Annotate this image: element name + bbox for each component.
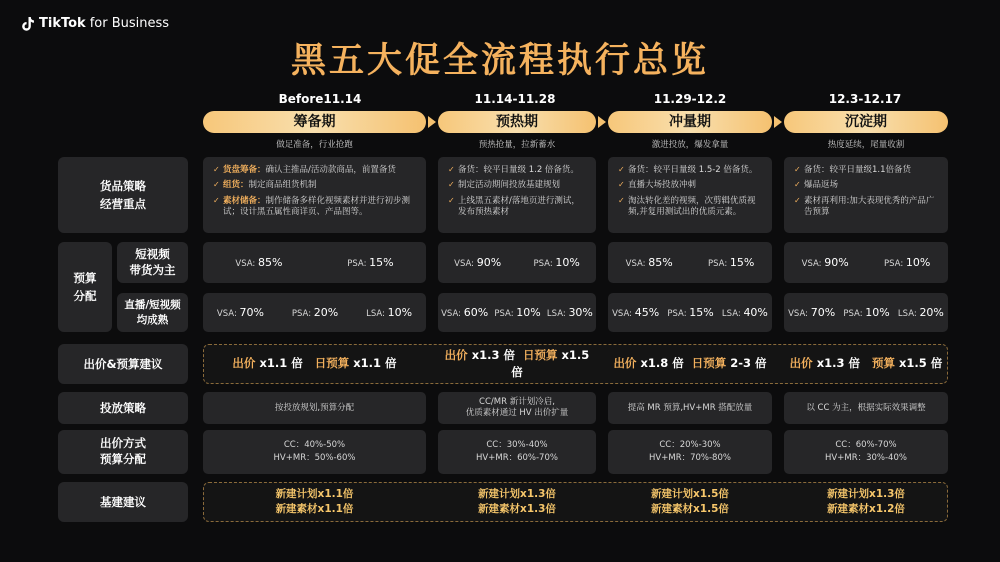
budget-value: PSA: 10%	[883, 256, 931, 269]
budget-value: VSA: 90%	[454, 256, 502, 269]
budget-value: VSA: 45%	[612, 306, 660, 319]
budget-value: PSA: 20%	[291, 306, 339, 319]
phase-date-warmup: 11.14-11.28	[474, 92, 556, 106]
budget-value: VSA: 60%	[441, 306, 489, 319]
strategy-cell-peak	[608, 157, 772, 233]
budget-short-peak	[608, 242, 772, 283]
budget-value: VSA: 70%	[788, 306, 836, 319]
budget-value: PSA: 15%	[667, 306, 714, 319]
infra-cell-peak: 新建计划x1.5倍 新建素材x1.5倍	[651, 487, 729, 515]
bid-method-cell-settle: CC：60%-70% HV+MR：30%-40%	[784, 430, 948, 474]
bid-cell-peak: 出价 x1.8 倍 日预算 2-3 倍	[613, 356, 767, 371]
row-label-strategy	[58, 157, 188, 233]
budget-live-prep	[203, 293, 426, 332]
row-label-strategy-line1: 货品策略	[100, 178, 146, 193]
list-item: ✓ 爆品返场	[794, 180, 940, 191]
row-label-delivery: 投放策略	[58, 392, 188, 424]
phase-settle: 沉淀期	[784, 111, 948, 133]
row-label-bid-method-line1: 出价方式	[100, 436, 146, 451]
row-label-bid-method-line2: 预算分配	[100, 452, 146, 466]
bid-cell-warmup: 出价 x1.3 倍 日预算 x1.5 倍	[444, 347, 590, 379]
bid-cell-settle: 出价 x1.3 倍 预算 x1.5 倍	[789, 356, 943, 371]
phase-prep: 筹备期	[203, 111, 426, 133]
list-item: ✓ 上线黑五素材/落地页进行测试，发布预热素材	[448, 196, 588, 219]
phase-date-settle: 12.3-12.17	[828, 92, 902, 106]
arrow-right-icon	[774, 116, 782, 128]
budget-live-settle	[784, 293, 948, 332]
delivery-cell-peak: 提高 MR 预算,HV+MR 搭配放量	[608, 392, 772, 424]
budget-value: LSA: 10%	[366, 306, 413, 319]
tiktok-note-icon	[22, 17, 35, 31]
row-label-short-video	[117, 242, 188, 283]
list-item: ✓ 直播大场投放冲刺	[618, 180, 764, 191]
phase-sub-prep: 做足准备，行业抢跑	[276, 140, 353, 150]
budget-short-settle	[784, 242, 948, 283]
list-item: ✓ 货盘筹备：确认主推品/活动款商品，前置备货	[213, 165, 418, 176]
phase-sub-warmup: 预热抢量，拉新蓄水	[478, 140, 556, 150]
list-item: ✓ 备货：较平日量级 1.5-2 倍备货。	[618, 165, 764, 176]
budget-value: PSA: 10%	[494, 306, 541, 319]
bid-method-cell-prep: CC：40%-50% HV+MR：50%-60%	[203, 430, 426, 474]
delivery-cell-prep: 按投放规划,预算分配	[203, 392, 426, 424]
infra-cell-settle: 新建计划x1.3倍 新建素材x1.2倍	[827, 487, 905, 515]
budget-value: LSA: 30%	[546, 306, 593, 319]
list-item: ✓ 备货：较平日量级1.1倍备货	[794, 165, 940, 176]
row-label-short-video-line1: 短视频	[135, 246, 170, 261]
phase-sub-settle: 热度延续，尾量收割	[827, 140, 905, 150]
bid-method-cell-peak: CC：20%-30% HV+MR：70%-80%	[608, 430, 772, 474]
infra-cell-warmup: 新建计划x1.3倍 新建素材x1.3倍	[478, 487, 556, 515]
row-label-infra: 基建建议	[58, 482, 188, 522]
brand-suffix: for Business	[89, 16, 170, 31]
row-label-live-line1: 直播/短视频	[124, 299, 181, 312]
bid-method-cell-warmup: CC：30%-40% HV+MR：60%-70%	[438, 430, 596, 474]
infra-cell-prep: 新建计划x1.1倍 新建素材x1.1倍	[275, 487, 354, 515]
list-item: ✓ 组货：制定商品组货机制	[213, 180, 418, 191]
list-item: ✓ 制定活动期间投放基建规划	[448, 180, 588, 191]
list-item: ✓ 素材再利用:加大表现优秀的产品广告预算	[794, 196, 940, 219]
budget-value: VSA: 85%	[625, 256, 673, 269]
arrow-right-icon	[598, 116, 606, 128]
budget-short-prep	[203, 242, 426, 283]
page-title: 黑五大促全流程执行总览	[290, 41, 709, 81]
row-label-bid: 出价&预算建议	[58, 344, 188, 384]
row-label-live-line2: 均成熟	[136, 313, 169, 326]
budget-value: VSA: 90%	[801, 256, 849, 269]
budget-value: LSA: 20%	[897, 306, 944, 319]
phase-warmup: 预热期	[438, 111, 596, 133]
phase-peak: 冲量期	[608, 111, 772, 133]
phase-date-prep: Before11.14	[278, 92, 362, 106]
row-label-budget-line2: 分配	[73, 289, 97, 303]
budget-value: LSA: 40%	[721, 306, 768, 319]
delivery-cell-warmup: CC/MR 新计划冷启, 优质素材通过 HV 出价扩量	[438, 392, 596, 424]
row-label-budget	[58, 242, 112, 332]
arrow-right-icon	[428, 116, 436, 128]
budget-live-warmup	[438, 293, 596, 332]
list-item: ✓ 素材储备：制作储备多样化视频素材并进行初步测试；设计黑五属性商详页、产品图等。	[213, 196, 418, 219]
budget-short-warmup	[438, 242, 596, 283]
brand-name: TikTok	[39, 16, 86, 31]
strategy-cell-prep	[203, 157, 426, 233]
strategy-cell-warmup	[438, 157, 596, 233]
budget-live-peak	[608, 293, 772, 332]
row-label-budget-line1: 预算	[73, 270, 97, 285]
list-item: ✓ 淘汰转化差的视频，次剪辑优质视频,并复用测试出的优质元素。	[618, 196, 764, 219]
row-label-bid-method	[58, 430, 188, 474]
phase-date-peak: 11.29-12.2	[653, 92, 727, 106]
budget-value: PSA: 10%	[533, 256, 580, 269]
budget-value: PSA: 15%	[347, 256, 394, 269]
budget-value: PSA: 10%	[843, 306, 890, 319]
row-label-short-video-line2: 带货为主	[129, 262, 176, 277]
phase-sub-peak: 激进投放，爆发拿量	[651, 140, 729, 150]
delivery-cell-settle: 以 CC 为主，根据实际效果调整	[784, 392, 948, 424]
budget-value: PSA: 15%	[707, 256, 755, 269]
row-label-strategy-line2: 经营重点	[100, 197, 146, 211]
strategy-cell-settle	[784, 157, 948, 233]
bid-cell-prep: 出价 x1.1 倍 日预算 x1.1 倍	[232, 356, 397, 371]
row-label-live	[117, 293, 188, 332]
tiktok-logo	[22, 16, 169, 31]
list-item: ✓ 备货：较平日量级 1.2 倍备货。	[448, 165, 588, 176]
budget-value: VSA: 85%	[235, 256, 283, 269]
budget-value: VSA: 70%	[216, 306, 264, 319]
